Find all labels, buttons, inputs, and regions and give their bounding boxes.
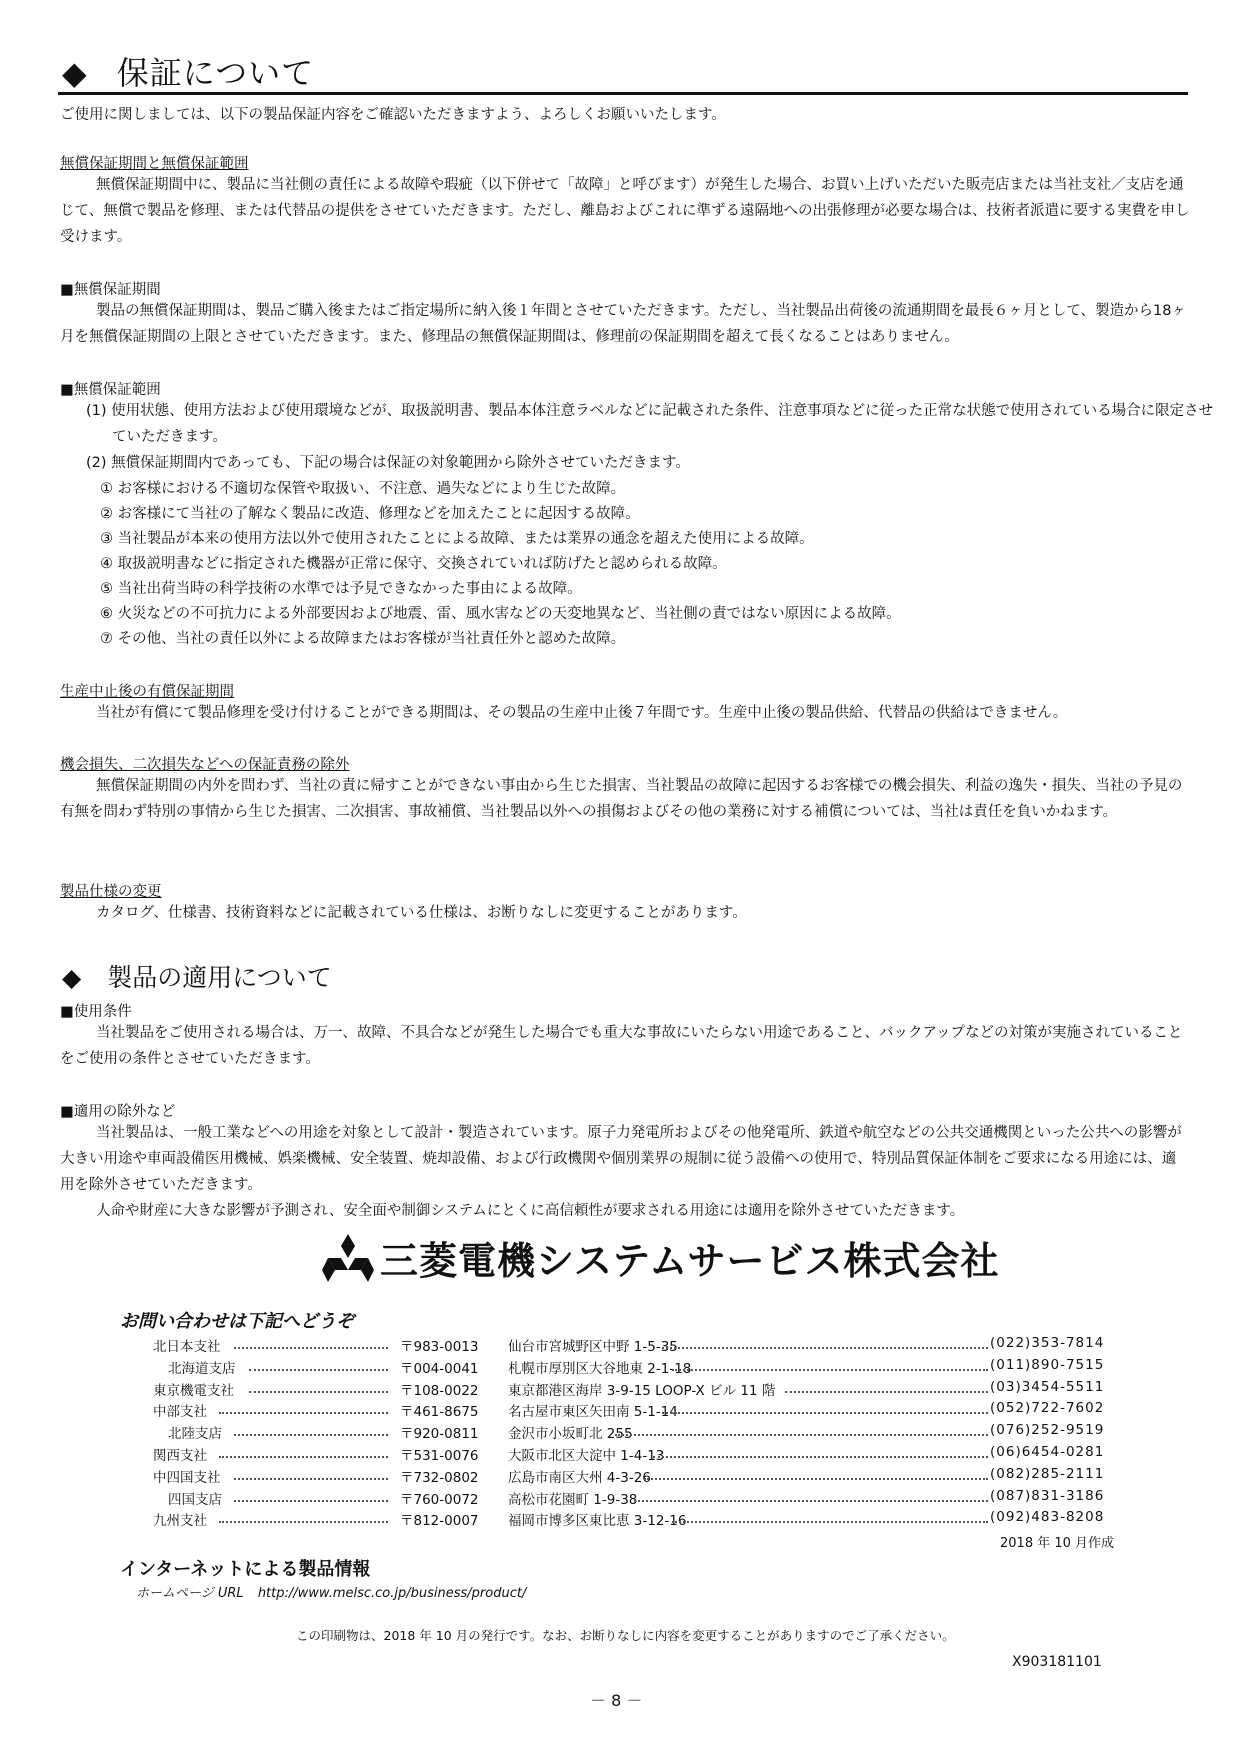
phone-number: (052)722-7602 [990,1400,1105,1417]
leader-dots [249,1369,388,1371]
sec2-body: 製品の無償保証期間は、製品ご購入後またはご指定場所に納入後１年間とさせていただきます。ただし、当社製品出荷後の流通期間を最長６ヶ月として、製造から18ヶ月を無償保証期間の上限とさせていただきます。また、修理品の無償保証期間は、修理前の保証期間を超えて長くなることはありません。 [60,303,1186,345]
leader-dots [234,1434,388,1436]
office-name: 関西支社 [153,1448,207,1464]
office-name: 中四国支社 [153,1469,221,1486]
address: 札幌市厚別区大谷地東 2-1-18 [508,1360,692,1377]
phone-number: (076)252-9519 [990,1422,1105,1439]
zip-code: 〒812-0007 [400,1513,479,1530]
exclusion-item: ① お客様における不適切な保管や取扱い、不注意、過失などにより生じた故障。 [100,481,626,497]
leader-dots [219,1456,388,1458]
zip-code: 〒760-0072 [400,1491,479,1508]
office-name: 北海道支店 [168,1360,236,1377]
zip-code: 〒108-0022 [400,1382,479,1399]
leader-dots [672,1521,988,1523]
homepage-link[interactable]: http://www.melsc.co.jp/business/product/ [257,1586,527,1601]
office-name: 東京機電支社 [153,1382,234,1399]
contact-row [120,1488,1120,1510]
excl-body2: 人命や財産に大きな影響が予測され、安全面や制御システムにとくに高信頼性が要求される用途には適用を除外させていただきます。 [96,1203,965,1219]
phone-number: (092)483-8208 [990,1509,1105,1526]
diamond-icon: ◆ [62,54,88,92]
contact-row [120,1466,1120,1488]
phone-number: (011)890-7515 [990,1356,1105,1373]
address: 金沢市小坂町北 255 [508,1426,633,1443]
contact-row [120,1357,1120,1379]
sec4-body: 当社が有償にて製品修理を受け付けることができる期間は、その製品の生産中止後７年間です。生産中止後の製品供給、代替品の供給はできません。 [96,705,1068,721]
zip-code: 〒920-0811 [400,1426,479,1443]
sec3-item1: (1) 使用状態、使用方法および使用環境などが、取扱説明書、製品本体注意ラベルなどに記載された条件、注意事項などに従った正常な状態で使用されている場合に限定させていただきます。 [86,403,1214,445]
exclusion-item: ③ 当社製品が本来の使用方法以外で使用されたことによる故障、または業界の通念を超えた使用による故障。 [100,531,814,547]
office-name: 中部支社 [153,1404,207,1421]
contacts-title: お問い合わせは下記へどうぞ [120,1311,354,1332]
leader-dots [234,1347,388,1349]
warranty-intro: ご使用に関しましては、以下の製品保証内容をご確認いただきますよう、よろしくお願いいたします。 [60,107,726,123]
sec3-title: ■無償保証範囲 [60,382,161,398]
address: 福岡市博多区東比恵 3-12-16 [508,1513,687,1530]
exclusion-item: ⑤ 当社出荷当時の科学技術の水準では予見できなかった事由による故障。 [100,581,582,597]
application-heading-row [62,958,332,994]
sec2-title: ■無償保証期間 [60,282,161,298]
excl-body1: 当社製品は、一般工業などへの用途を対象として設計・製造されています。原子力発電所およびその他発電所、鉄道や航空などの公共交通機関といった公共への影響が大きい用途や車両設備医用機械、娯楽機械、安全装置、焼却設備、および行政機関や個別業界の規制に従う設備への使用で、特別品質保証体制をご要求になる用途には、適用を除外させていただきます。 [60,1125,1182,1193]
phone-number: (03)3454-5511 [990,1378,1105,1395]
leader-dots [785,1391,988,1393]
leader-dots [234,1500,388,1502]
leader-dots [234,1478,388,1480]
warranty-heading-row [62,48,314,94]
phone-number: (082)285-2111 [990,1465,1105,1482]
phone-number: (022)353-7814 [990,1335,1105,1351]
exclusion-item: ② お客様にて当社の了解なく製品に改造、修理などを加えたことに起因する故障。 [100,506,640,522]
leader-dots [249,1391,388,1393]
application-heading: 製品の適用について [107,963,332,992]
zip-code: 〒004-0041 [400,1360,479,1377]
office-name: 北陸支店 [168,1426,222,1443]
date-note: 2018 年 10 月作成 [1000,1536,1115,1551]
leader-dots [615,1434,988,1436]
address: 高松市花園町 1-9-38 [508,1491,638,1508]
address: 大阪市北区大淀中 1-4-13 [508,1448,665,1464]
leader-dots [634,1500,988,1502]
cond-body: 当社製品をご使用される場合は、万一、故障、不具合などが発生した場合でも重大な事故にいたらない用途であること、バックアップなどの対策が実施されていることをご使用の条件とさせていただきます。 [60,1025,1183,1067]
leader-dots [219,1521,388,1523]
sec3-item2: (2) 無償保証期間内であっても、下記の場合は保証の対象範囲から除外させていただきます。 [86,455,690,471]
contact-row [120,1400,1120,1422]
office-name: 四国支店 [168,1491,222,1508]
page-number: － 8 － [590,1691,643,1710]
heading-rule [58,92,1188,95]
print-note: この印刷物は、2018 年 10 月の発行です。なお、お断りなしに内容を変更することがありますのでご了承ください。 [296,1628,955,1643]
contact-row [120,1422,1120,1444]
internet-title: インターネットによる製品情報 [120,1559,371,1580]
contact-row [120,1379,1120,1401]
sec4-title: 生産中止後の有償保証期間 [60,684,234,700]
zip-code: 〒983-0013 [400,1339,479,1355]
company-name: 三菱電機システムサービス株式会社 [380,1239,1000,1283]
url-line [136,1582,526,1601]
office-name: 北日本支社 [153,1339,221,1355]
url-label: ホームページ URL [136,1586,244,1601]
zip-code: 〒531-0076 [400,1448,479,1464]
address: 名古屋市東区矢田南 5-1-14 [508,1404,678,1421]
zip-code: 〒461-8675 [400,1404,479,1421]
phone-number: (087)831-3186 [990,1487,1105,1504]
address: 東京都港区海岸 3-9-15 LOOP-X ビル 11 階 [508,1382,776,1399]
contact-row [120,1335,1120,1357]
exclusion-item: ⑦ その他、当社の責任以外による故障またはお客様が当社責任外と認めた故障。 [100,631,626,647]
company-logo [322,1230,999,1285]
contact-row [120,1509,1120,1531]
contact-row [120,1444,1120,1466]
exclusion-item: ④ 取扱説明書などに指定された機器が正常に保守、交換されていれば防げたと認められる故障。 [100,556,727,572]
mitsubishi-logo-icon [322,1234,374,1282]
leader-dots [644,1478,988,1480]
leader-dots [662,1347,988,1349]
sec1-body: 無償保証期間中に、製品に当社側の責任による故障や瑕疵（以下併せて「故障」と呼びます）が発生した場合、お買い上げいただいた販売店または当社支社／支店を通じて、無償で製品を修理、または代替品の提供をさせていただきます。ただし、離島およびこれに準ずる遠隔地への出張修理が必要な場合は、技術者派遣に要する実費を申し受けます。 [60,177,1190,245]
leader-dots [662,1412,988,1414]
sec6-title: 製品仕様の変更 [60,884,162,900]
office-name: 九州支社 [153,1513,207,1530]
cond-title: ■使用条件 [60,1004,132,1020]
sec6-body: カタログ、仕様書、技術資料などに記載されている仕様は、お断りなしに変更することがあります。 [96,905,747,921]
excl-title: ■適用の除外など [60,1104,176,1120]
exclusion-item: ⑥ 火災などの不可抗力による外部要因および地震、雷、風水害などの天変地異など、当社側の責ではない原因による故障。 [100,606,901,622]
sec5-title: 機会損失、二次損失などへの保証責務の除外 [60,757,350,773]
leader-dots [219,1412,388,1414]
zip-code: 〒732-0802 [400,1469,479,1486]
sec1-title: 無償保証期間と無償保証範囲 [60,156,249,172]
doc-code: X903181101 [1012,1654,1102,1670]
phone-number: (06)6454-0281 [990,1444,1105,1460]
leader-dots [672,1369,988,1371]
address: 広島市南区大州 4-3-26 [508,1469,651,1486]
sec5-body: 無償保証期間の内外を問わず、当社の責に帰すことができない事由から生じた損害、当社製品の故障に起因するお客様での機会損失、利益の逸失・損失、当社の予見の有無を問わず特別の事情から生じた損害、二次損害、事故補償、当社製品以外への損傷およびその他の業務に対する補償については、当社は責任を負いかねます。 [60,778,1183,820]
diamond-icon: ◆ [62,963,82,992]
address: 仙台市宮城野区中野 1-5-35 [508,1339,678,1355]
warranty-heading: 保証について [116,54,315,92]
leader-dots [653,1456,988,1458]
